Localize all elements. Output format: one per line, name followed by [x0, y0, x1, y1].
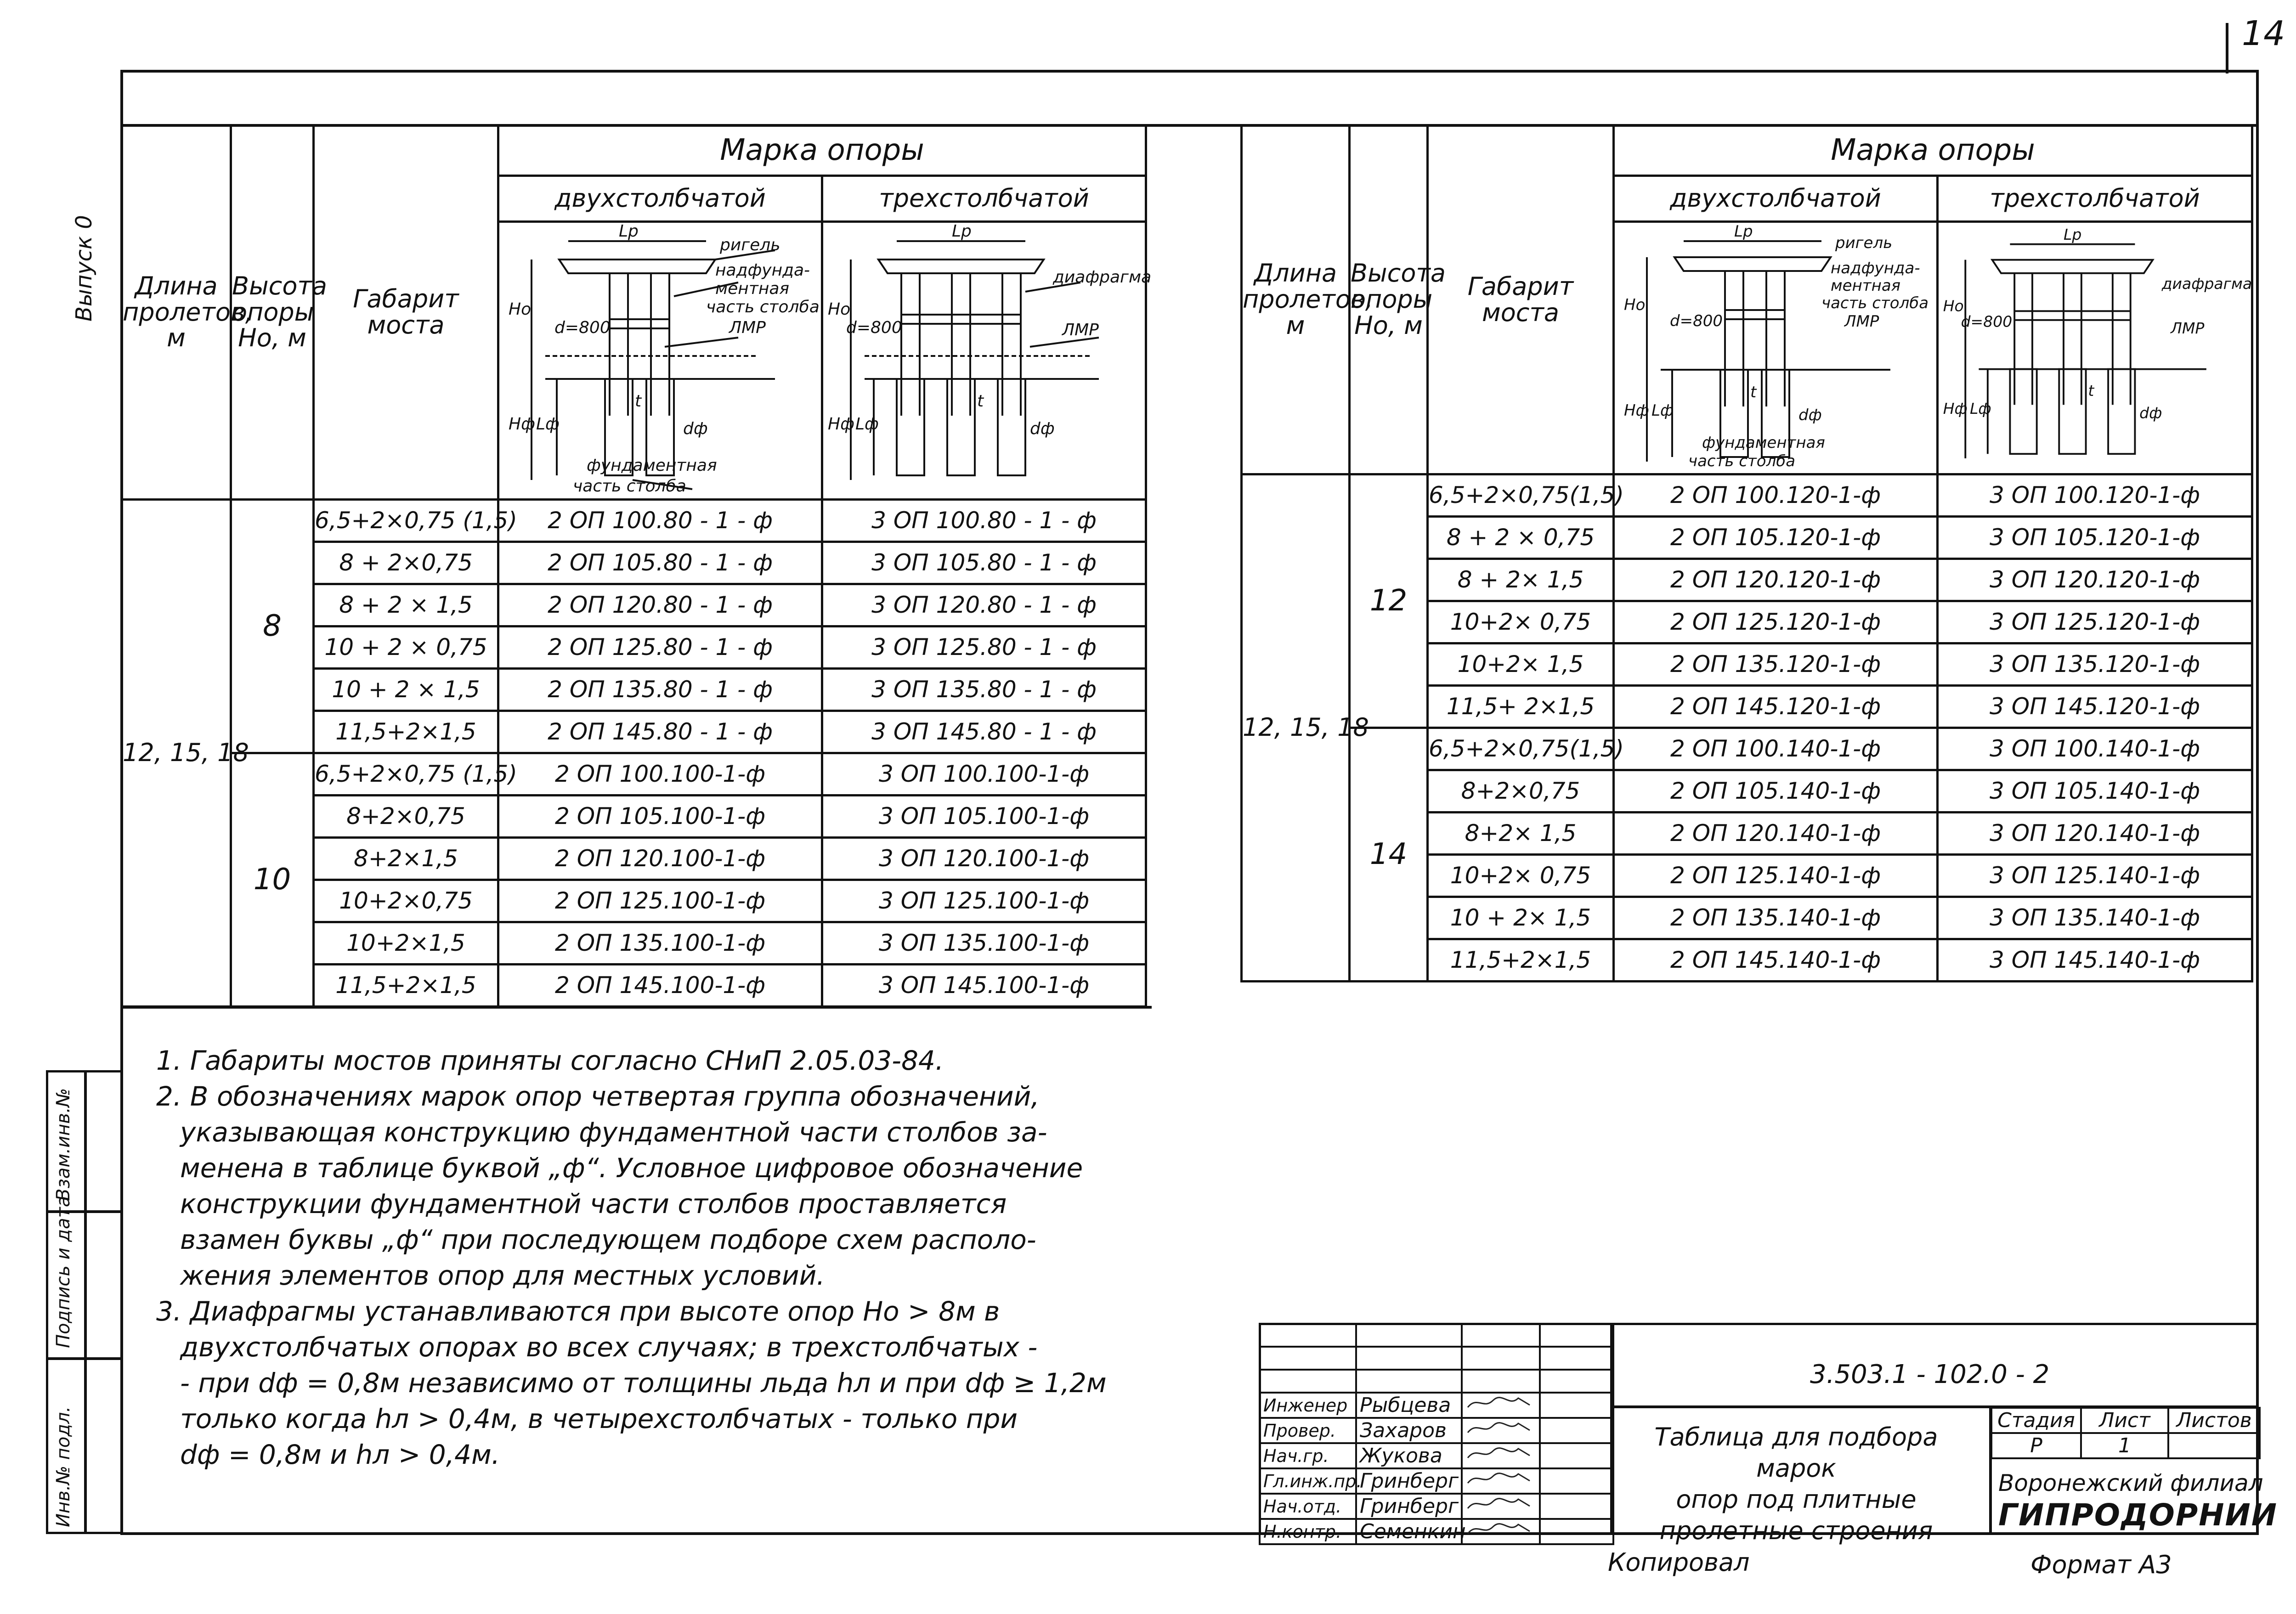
rdia-d800: d=800	[1670, 312, 1723, 330]
left-mark-three-cell: 3 ОП 125.80 - 1 - ф	[822, 626, 1146, 669]
dia-chast: часть столба	[706, 298, 820, 316]
doc-code: 3.503.1 - 102.0 - 2	[1810, 1360, 2050, 1389]
left-row	[122, 753, 1146, 796]
rdia-t: t	[1750, 383, 1757, 401]
stamp-signature	[1462, 1494, 1540, 1519]
doc-title-3: пролетные строения	[1659, 1516, 1933, 1545]
right-diagram-two	[1614, 222, 1938, 474]
left-gabarit-cell: 8+2×1,5	[314, 838, 498, 880]
note-2-l3: менена в таблице буквой „ф“. Условное цифровое обозначение	[180, 1152, 1083, 1184]
left-diagram-two	[498, 222, 822, 500]
left-row	[122, 500, 1146, 542]
right-mark-two-cell: 2 ОП 120.140-1-ф	[1614, 813, 1938, 855]
side-label: Выпуск 0	[71, 215, 97, 322]
left-mark-three-cell: 3 ОП 105.100-1-ф	[822, 796, 1146, 838]
page-number-divider	[2226, 23, 2228, 73]
rdia-lp: Lp	[1734, 222, 1753, 241]
stamp-name: Семенкин	[1356, 1519, 1462, 1544]
right-gabarit-cell: 11,5+ 2×1,5	[1428, 686, 1614, 728]
dia3-lmr: ЛМР	[1062, 321, 1099, 339]
left-mark-two-cell: 2 ОП 125.100-1-ф	[498, 880, 822, 922]
dia-nadfund: надфунда-	[715, 261, 810, 280]
stamp-name: Захаров	[1356, 1418, 1462, 1443]
stamp-name: Жукова	[1356, 1443, 1462, 1468]
right-mark-two-cell: 2 ОП 145.140-1-ф	[1614, 939, 1938, 982]
note-2-l5: взамен буквы „ф“ при последующем подборе схем располо-	[180, 1224, 1036, 1255]
dia3-ho: Но	[828, 300, 851, 319]
stamp-signature	[1462, 1468, 1540, 1494]
format-label: Формат А3	[2030, 1550, 2172, 1579]
right-gabarit-cell: 10 + 2× 1,5	[1428, 897, 1614, 939]
doc-title	[1617, 1422, 1975, 1546]
left-mark-two-cell: 2 ОП 135.80 - 1 - ф	[498, 669, 822, 711]
right-mark-three-cell: 3 ОП 125.140-1-ф	[1938, 855, 2252, 897]
stamp-people	[1259, 1323, 1614, 1545]
rdia3-lmr: ЛМР	[2171, 319, 2205, 337]
left-mark-two-cell: 2 ОП 135.100-1-ф	[498, 922, 822, 965]
rdia3-ho: Но	[1943, 297, 1964, 315]
right-mark-two-cell: 2 ОП 125.140-1-ф	[1614, 855, 1938, 897]
left-hdr-gabarit: Габарит моста	[314, 125, 498, 500]
right-mark-two-cell: 2 ОП 100.140-1-ф	[1614, 728, 1938, 770]
side-stamp-sign: Подпись и дата	[53, 1196, 74, 1348]
left-hdr-two: двухстолбчатой	[498, 176, 822, 222]
stage-label: Стадия	[1991, 1408, 2081, 1433]
rdia3-df: dф	[2139, 404, 2162, 422]
stamp-empty-row	[1260, 1347, 1613, 1370]
three-column-pier-diagram	[823, 222, 1152, 498]
left-hdr-height: Высота опоры Но, м	[231, 125, 314, 500]
rdia-rigel: ригель	[1835, 234, 1893, 252]
right-mark-two-cell: 2 ОП 105.120-1-ф	[1614, 517, 1938, 559]
stamp-date	[1540, 1468, 1613, 1494]
left-mark-three-cell: 3 ОП 105.80 - 1 - ф	[822, 542, 1146, 584]
stamp-divider	[1610, 1323, 1613, 1535]
left-gabarit-cell: 10+2×1,5	[314, 922, 498, 965]
rdia-fund2: часть столба	[1688, 452, 1796, 470]
stamp-signature	[1462, 1519, 1540, 1544]
left-gabarit-cell: 10+2×0,75	[314, 880, 498, 922]
right-hdr-three: трехстолбчатой	[1938, 176, 2252, 222]
dia-fund1: фундаментная	[587, 456, 717, 475]
dia-ho: Но	[509, 300, 532, 319]
dia3-hf: Нф	[828, 415, 854, 434]
left-mark-three-cell: 3 ОП 125.100-1-ф	[822, 880, 1146, 922]
left-mark-three-cell: 3 ОП 120.100-1-ф	[822, 838, 1146, 880]
note-2: 2. В обозначениях марок опор четвертая группа обозначений,	[156, 1081, 1040, 1112]
left-gabarit-cell: 6,5+2×0,75 (1,5)	[314, 500, 498, 542]
right-span-cell: 12, 15, 18	[1242, 474, 1350, 982]
right-height-cell: 14	[1350, 728, 1428, 982]
rdia-hf: Нф	[1624, 401, 1649, 420]
right-mark-two-cell: 2 ОП 105.140-1-ф	[1614, 770, 1938, 813]
stamp-date	[1540, 1393, 1613, 1418]
sheets-label: Листов	[2168, 1408, 2260, 1433]
right-mark-two-cell: 2 ОП 100.120-1-ф	[1614, 474, 1938, 517]
sheet-value: 1	[2081, 1433, 2168, 1458]
left-gabarit-cell: 6,5+2×0,75 (1,5)	[314, 753, 498, 796]
rdia3-lf: Lф	[1970, 399, 1991, 418]
rdia-chast: часть столба	[1821, 294, 1929, 312]
right-mark-three-cell: 3 ОП 100.120-1-ф	[1938, 474, 2252, 517]
copied-label: Копировал	[1608, 1548, 1750, 1577]
right-gabarit-cell: 6,5+2×0,75(1,5)	[1428, 728, 1614, 770]
two-column-pier-diagram	[499, 223, 821, 498]
left-mark-three-cell: 3 ОП 100.80 - 1 - ф	[822, 500, 1146, 542]
dia-lmr: ЛМР	[729, 318, 766, 337]
left-height-cell: 8	[231, 500, 314, 753]
right-row	[1242, 474, 2252, 517]
left-mark-three-cell: 3 ОП 145.100-1-ф	[822, 965, 1146, 1007]
right-gabarit-cell: 10+2× 0,75	[1428, 601, 1614, 643]
right-mark-two-cell: 2 ОП 120.120-1-ф	[1614, 559, 1938, 601]
left-mark-two-cell: 2 ОП 125.80 - 1 - ф	[498, 626, 822, 669]
right-mark-three-cell: 3 ОП 135.120-1-ф	[1938, 643, 2252, 686]
left-diagram-three	[822, 222, 1152, 500]
org-line-1: Воронежский филиал	[1998, 1470, 2263, 1496]
left-hdr-mark: Марка опоры	[498, 125, 1146, 176]
left-mark-two-cell: 2 ОП 105.80 - 1 - ф	[498, 542, 822, 584]
rdia3-d800: d=800	[1961, 312, 2013, 331]
right-mark-three-cell: 3 ОП 135.140-1-ф	[1938, 897, 2252, 939]
right-mark-two-cell: 2 ОП 125.120-1-ф	[1614, 601, 1938, 643]
left-gabarit-cell: 11,5+2×1,5	[314, 965, 498, 1007]
stamp-empty-row	[1260, 1370, 1613, 1393]
rdia3-t: t	[2088, 381, 2094, 400]
doc-title-2: опор под плитные	[1676, 1485, 1917, 1514]
left-mark-three-cell: 3 ОП 145.80 - 1 - ф	[822, 711, 1146, 753]
note-2-l6: жения элементов опор для местных условий.	[180, 1260, 825, 1291]
stamp-person-row	[1260, 1418, 1613, 1443]
note-3-l3: - при dф = 0,8м независимо от толщины льда hл и при dф ≥ 1,2м	[180, 1367, 1107, 1399]
dia3-lp: Lp	[952, 222, 972, 241]
right-gabarit-cell: 10+2× 0,75	[1428, 855, 1614, 897]
dia-lp: Lp	[619, 222, 639, 241]
stamp-role: Гл.инж.пр.	[1260, 1468, 1356, 1494]
right-gabarit-cell: 8 + 2× 1,5	[1428, 559, 1614, 601]
right-hdr-span: Длина пролетов, м	[1242, 125, 1350, 474]
stage-table	[1991, 1407, 2261, 1459]
left-hdr-span: Длина пролетов, м	[122, 125, 231, 500]
rdia-fund1: фундаментная	[1702, 434, 1825, 452]
doc-title-1: Таблица для подбора марок	[1654, 1422, 1938, 1483]
left-span-cell: 12, 15, 18	[122, 500, 231, 1007]
right-gabarit-cell: 11,5+2×1,5	[1428, 939, 1614, 982]
note-3-l5: dф = 0,8м и hл > 0,4м.	[180, 1439, 500, 1470]
right-mark-three-cell: 3 ОП 105.120-1-ф	[1938, 517, 2252, 559]
right-mark-two-cell: 2 ОП 145.120-1-ф	[1614, 686, 1938, 728]
stamp-role: Нач.гр.	[1260, 1443, 1356, 1468]
stamp-person-row	[1260, 1443, 1613, 1468]
stamp-signature	[1462, 1418, 1540, 1443]
rdia-lf: Lф	[1651, 401, 1674, 420]
right-mark-three-cell: 3 ОП 100.140-1-ф	[1938, 728, 2252, 770]
side-stamp	[46, 1070, 123, 1534]
three-column-pier-diagram-right	[1939, 223, 2251, 473]
left-mark-three-cell: 3 ОП 135.100-1-ф	[822, 922, 1146, 965]
rdia3-lp: Lp	[2064, 225, 2082, 243]
right-diagram-three	[1938, 222, 2252, 474]
left-hdr-three: трехстолбчатой	[822, 176, 1146, 222]
left-gabarit-cell: 10 + 2 × 0,75	[314, 626, 498, 669]
right-mark-three-cell: 3 ОП 125.120-1-ф	[1938, 601, 2252, 643]
stamp-name: Гринберг	[1356, 1494, 1462, 1519]
stamp-person-row	[1260, 1519, 1613, 1544]
dia-d800: d=800	[554, 318, 611, 337]
note-1: 1. Габариты мостов приняты согласно СНиП 2.05.03-84.	[156, 1045, 944, 1076]
left-gabarit-cell: 10 + 2 × 1,5	[314, 669, 498, 711]
note-2-l2: указывающая конструкцию фундаментной части столбов за-	[180, 1117, 1047, 1148]
dia-hf: Нф	[509, 415, 535, 434]
stamp-date	[1540, 1443, 1613, 1468]
dia-mentnaya: ментная	[715, 279, 790, 298]
dia-fund2: часть столба	[573, 477, 686, 496]
stamp-role: Н.контр.	[1260, 1519, 1356, 1544]
left-gabarit-cell: 8 + 2 × 1,5	[314, 584, 498, 626]
left-gabarit-cell: 8+2×0,75	[314, 796, 498, 838]
side-stamp-inv: Взам.инв.№	[53, 1088, 74, 1201]
left-mark-two-cell: 2 ОП 145.80 - 1 - ф	[498, 711, 822, 753]
stamp-person-row	[1260, 1468, 1613, 1494]
stamp-role: Нач.отд.	[1260, 1494, 1356, 1519]
note-3-l2: двухстолбчатых опорах во всех случаях; в трехстолбчатых -	[180, 1332, 1038, 1363]
right-mark-three-cell: 3 ОП 145.140-1-ф	[1938, 939, 2252, 982]
dia3-df: dф	[1030, 419, 1055, 438]
rdia-nadfund: надфунда-	[1831, 259, 1920, 277]
dia3-d800: d=800	[846, 318, 902, 337]
right-row	[1242, 728, 2252, 770]
right-mark-two-cell: 2 ОП 135.140-1-ф	[1614, 897, 1938, 939]
right-table	[1240, 124, 2253, 982]
right-mark-three-cell: 3 ОП 120.140-1-ф	[1938, 813, 2252, 855]
dia3-lf: Lф	[855, 415, 879, 434]
stamp-date	[1540, 1519, 1613, 1544]
stamp-date	[1540, 1494, 1613, 1519]
stamp-name: Гринберг	[1356, 1468, 1462, 1494]
right-hdr-gabarit: Габарит моста	[1428, 125, 1614, 474]
rdia-ho: Но	[1624, 296, 1646, 314]
left-gabarit-cell: 8 + 2×0,75	[314, 542, 498, 584]
rdia-df: dф	[1798, 406, 1822, 424]
stamp-role: Инженер	[1260, 1393, 1356, 1418]
note-3: 3. Диафрагмы устанавливаются при высоте опор Но > 8м в	[156, 1296, 1000, 1327]
dia-lf: Lф	[536, 415, 560, 434]
left-mark-three-cell: 3 ОП 135.80 - 1 - ф	[822, 669, 1146, 711]
left-table	[120, 124, 1152, 1008]
left-mark-two-cell: 2 ОП 105.100-1-ф	[498, 796, 822, 838]
left-mark-two-cell: 2 ОП 120.100-1-ф	[498, 838, 822, 880]
note-2-l4: конструкции фундаментной части столбов проставляется	[180, 1188, 1007, 1219]
stamp-person-row	[1260, 1494, 1613, 1519]
left-mark-two-cell: 2 ОП 120.80 - 1 - ф	[498, 584, 822, 626]
rdia3-hf: Нф	[1943, 399, 1968, 418]
stamp-person-row	[1260, 1393, 1613, 1418]
stamp-signature	[1462, 1443, 1540, 1468]
side-stamp-orig: Инв.№ подл.	[53, 1406, 74, 1527]
left-mark-two-cell: 2 ОП 100.100-1-ф	[498, 753, 822, 796]
dia-df: dф	[683, 419, 708, 438]
right-gabarit-cell: 8+2× 1,5	[1428, 813, 1614, 855]
dia-rigel: ригель	[720, 236, 780, 254]
right-mark-three-cell: 3 ОП 120.120-1-ф	[1938, 559, 2252, 601]
left-mark-two-cell: 2 ОП 100.80 - 1 - ф	[498, 500, 822, 542]
right-mark-three-cell: 3 ОП 105.140-1-ф	[1938, 770, 2252, 813]
left-height-cell: 10	[231, 753, 314, 1007]
left-gabarit-cell: 11,5+2×1,5	[314, 711, 498, 753]
stamp-role: Провер.	[1260, 1418, 1356, 1443]
right-gabarit-cell: 10+2× 1,5	[1428, 643, 1614, 686]
right-hdr-two: двухстолбчатой	[1614, 176, 1938, 222]
dia3-t: t	[977, 392, 984, 411]
page-number: 14	[2242, 14, 2285, 53]
left-mark-three-cell: 3 ОП 120.80 - 1 - ф	[822, 584, 1146, 626]
right-hdr-mark: Марка опоры	[1614, 125, 2252, 176]
right-height-cell: 12	[1350, 474, 1428, 728]
right-hdr-height: Высота опоры Но, м	[1350, 125, 1428, 474]
stamp-empty-row	[1260, 1324, 1613, 1347]
rdia-lmr: ЛМР	[1844, 312, 1879, 331]
rdia3-diafragma: диафрагма	[2161, 274, 2252, 293]
right-mark-three-cell: 3 ОП 145.120-1-ф	[1938, 686, 2252, 728]
rdia-mentnaya: ментная	[1831, 277, 1901, 295]
notes	[156, 1043, 1259, 1473]
two-column-pier-diagram-right	[1615, 223, 1936, 473]
org-line-2: ГИПРОДОРНИИ	[1998, 1497, 2278, 1533]
left-mark-two-cell: 2 ОП 145.100-1-ф	[498, 965, 822, 1007]
dia3-diafragma: диафрагма	[1053, 268, 1152, 287]
left-mark-three-cell: 3 ОП 100.100-1-ф	[822, 753, 1146, 796]
sheets-value	[2168, 1433, 2260, 1458]
stage-value: Р	[1991, 1433, 2081, 1458]
right-gabarit-cell: 6,5+2×0,75(1,5)	[1428, 474, 1614, 517]
stamp-signature	[1462, 1393, 1540, 1418]
stamp-name: Рыбцева	[1356, 1393, 1462, 1418]
right-gabarit-cell: 8 + 2 × 0,75	[1428, 517, 1614, 559]
note-3-l4: только когда hл > 0,4м, в четырехстолбчатых - только при	[180, 1403, 1018, 1434]
right-mark-two-cell: 2 ОП 135.120-1-ф	[1614, 643, 1938, 686]
dia-t: t	[635, 392, 642, 411]
sheet-label: Лист	[2081, 1408, 2168, 1433]
notes-separator	[120, 1006, 1152, 1009]
right-gabarit-cell: 8+2×0,75	[1428, 770, 1614, 813]
stamp-date	[1540, 1418, 1613, 1443]
